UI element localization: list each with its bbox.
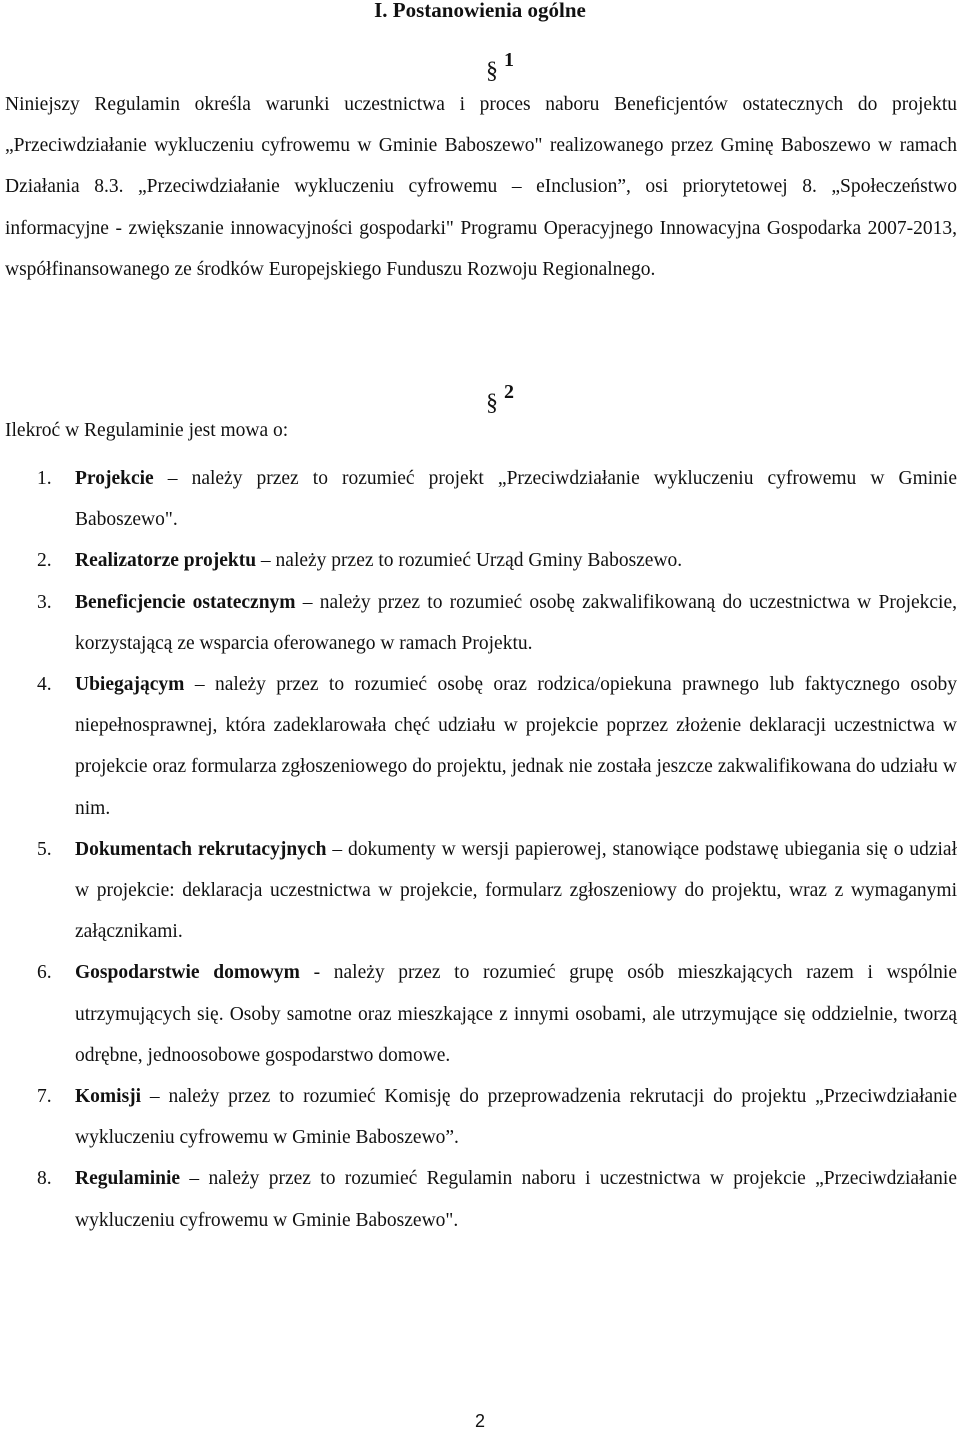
definition-text: – należy przez to rozumieć Regulamin naboru i uczestnictwa w projekcie „Przeciwdziałanie wykluczeniu cyfrowemu w Gminie Baboszewo". (75, 1168, 957, 1231)
definition-text: - należy przez to rozumieć grupę osób mieszkających razem i wspólnie utrzymujących się. Osoby samotne oraz mieszkające z innymi osobami, ale utrzymujące się oddzielnie, tworzą odrębne, jednoosobowe gospodarstwo domowe. (75, 962, 957, 1066)
section-symbol: § (486, 58, 498, 84)
list-item (0, 664, 957, 829)
list-item (0, 1158, 957, 1240)
defined-term: Gospodarstwie domowym (75, 962, 300, 984)
section-number: 2 (504, 381, 514, 403)
defined-term: Komisji (75, 1086, 142, 1108)
section-number: 1 (504, 49, 514, 71)
section-2-mark (0, 381, 960, 416)
chapter-heading: I. Postanowienia ogólne (374, 0, 586, 22)
section-symbol: § (486, 390, 498, 416)
list-item-number: 2. (37, 550, 52, 572)
definition-text: – należy przez to rozumieć osobę oraz rodzica/opiekuna prawnego lub faktycznego osoby niepełnosprawnej, która zadeklarowała chęć udziału w projekcie poprzez złożenie deklaracji uczestnictwa w projekcie oraz formularza zgłoszeniowego do projektu, jednak nie została jeszcze zakwalifikowana do udziału w nim. (75, 674, 957, 819)
list-item (0, 1076, 957, 1158)
definitions-intro: Ilekroć w Regulaminie jest mowa o: (5, 420, 289, 441)
definition-text: – należy przez to rozumieć Komisję do przeprowadzenia rekrutacji do projektu „Przeciwdziałanie wykluczeniu cyfrowemu w Gminie Baboszewo”. (75, 1086, 957, 1149)
defined-term: Beneficjencie ostatecznym (75, 591, 296, 613)
list-item (0, 582, 957, 664)
page-number: 2 (474, 1411, 485, 1431)
definition-text: – należy przez to rozumieć osobę zakwalifikowaną do uczestnictwa w Projekcie, korzystającą ze wsparcia oferowanego w ramach Projektu. (75, 591, 957, 654)
definition-text: – dokumenty w wersji papierowej, stanowiące podstawę ubiegania się o udział w projekcie: deklaracja uczestnictwa w projekcie, formularz zgłoszeniowy do projektu, wraz z wymaganymi załącznikami. (75, 838, 957, 943)
list-item (0, 829, 957, 953)
definitions-list (0, 458, 960, 1241)
defined-term: Dokumentach rekrutacyjnych (75, 838, 327, 860)
list-item (0, 952, 957, 1076)
list-item-number: 8. (37, 1168, 52, 1190)
list-item-number: 3. (37, 591, 52, 613)
list-item-number: 7. (37, 1086, 52, 1108)
list-item-number: 5. (37, 838, 52, 860)
section-1-paragraph: Niniejszy Regulamin określa warunki uczestnictwa i proces naboru Beneficjentów ostatecznych do projektu „Przeciwdziałanie wykluczeniu cyfrowemu w Gminie Baboszewo" realizowanego przez Gminę Baboszewo w ramach Działania 8.3. „Przeciwdziałanie wykluczeniu cyfrowemu – eInclusion”, osi priorytetowej 8. „Społeczeństwo informacyjne - zwiększanie innowacyjności gospodarki" Programu Operacyjnego Innowacyjna Gospodarka 2007-2013, współfinansowanego ze środków Europejskiego Funduszu Rozwoju Regionalnego. (5, 94, 957, 280)
defined-term: Regulaminie (75, 1168, 181, 1190)
list-item-number: 6. (37, 962, 52, 984)
defined-term: Projekcie (75, 468, 154, 489)
list-item-number: 4. (37, 674, 52, 696)
list-item (0, 458, 957, 540)
defined-term: Realizatorze projektu (75, 550, 257, 572)
section-1-mark (0, 49, 960, 84)
defined-term: Ubiegającym (75, 674, 185, 696)
definition-text: – należy przez to rozumieć projekt „Przeciwdziałanie wykluczeniu cyfrowemu w Gminie Baboszewo". (75, 468, 957, 531)
list-item (0, 540, 957, 581)
list-item-number: 1. (37, 468, 52, 489)
definition-text: – należy przez to rozumieć Urząd Gminy Baboszewo. (256, 550, 683, 572)
